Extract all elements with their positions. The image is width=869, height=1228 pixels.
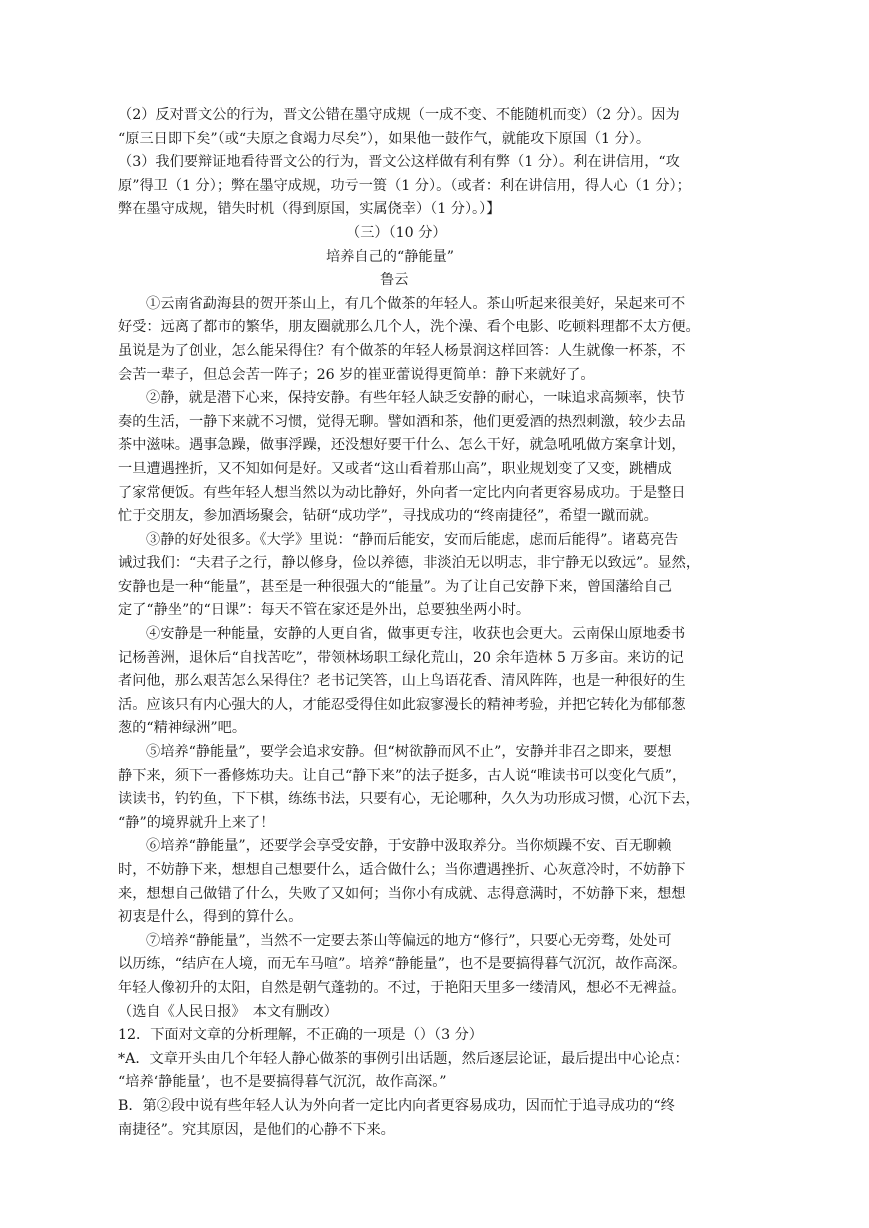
paragraph-line: 奏的生活，一静下来就不习惯，觉得无聊。譬如酒和茶，他们更爱酒的热烈刺激，较少去品: [118, 413, 686, 430]
paragraph-line: 定了“静坐”的“日课”：每天不管在家还是外出，总要独坐两小时。: [118, 602, 531, 619]
paragraph-line: 读读书，钓钓鱼，下下棋，练练书法，只要有心，无论哪种，久久为功形成习惯，心沉下去，: [118, 791, 700, 808]
paragraph-line: 忙于交朋友，参加酒场聚会，钻研“成功学”，寻找成功的“终南捷径”，希望一蹴而就。: [118, 508, 658, 525]
paragraph-line: 来，想想自己做错了什么，失败了又如何；当你小有成就、志得意满时，不妨静下来，想想: [118, 885, 686, 902]
paragraph-line: 以历练，“结庐在人境，而无车马喧”。培养“静能量”，也不是要搞得暮气沉沉，故作高深。: [118, 956, 687, 973]
paragraph-line: 诫过我们：“夫君子之行，静以修身，俭以养德，非淡泊无以明志，非宁静无以致远”。显然，: [118, 555, 701, 572]
paragraph-line: ③静的好处很多。《大学》里说：“静而后能安，安而后能虑，虑而后能得”。诸葛亮告: [146, 531, 679, 548]
paragraph-line: 了家常便饭。有些年轻人想当然以为动比静好，外向者一定比内向者更容易成功。于是整日: [118, 484, 686, 501]
paragraph-line: ⑦培养“静能量”，当然不一定要去茶山等偏远的地方“修行”，只要心无旁骛，处处可: [146, 932, 672, 949]
option-b-continued: 南捷径”。究其原因，是他们的心静不下来。: [118, 1121, 395, 1138]
paragraph-line: ①云南省勐海县的贺开茶山上，有几个做茶的年轻人。茶山听起来很美好，呆起来可不: [146, 295, 686, 312]
paragraph-line: 时，不妨静下来，想想自己想要什么，适合做什么；当你遭遇挫折、心灰意冷时，不妨静下: [118, 862, 686, 878]
answer-line: （2）反对晋文公的行为，晋文公错在墨守成规（一成不变、不能随机而变）（2 分）。因为: [118, 107, 680, 123]
answer-line: 弊在墨守成规，错失时机（得到原国，实属侥幸）（1 分）。）】: [118, 201, 501, 218]
paragraph-line: 者问他，那么艰苦怎么呆得住？老书记笑答，山上鸟语花香、清风阵阵，也是一种很好的生: [118, 673, 686, 690]
article-author: 鲁云: [380, 272, 409, 289]
paragraph-line: ⑥培养“静能量”，还要学会享受安静，于安静中汲取养分。当你烦躁不安、百无聊赖: [146, 838, 672, 855]
option-b: B．第②段中说有些年轻人认为外向者一定比内向者更容易成功，因而忙于追寻成功的“终: [118, 1097, 675, 1114]
answer-line: （3）我们要辩证地看待晋文公的行为，晋文公这样做有利有弊（1 分）。利在讲信用，“攻: [118, 154, 680, 171]
source-note: （选自《人民日报》 本文有删改）: [118, 1003, 338, 1020]
answer-line: “原三日即下矣”（或“夫原之食竭力尽矣”），如果他一鼓作气，就能攻下原国（1 分）。: [118, 130, 651, 147]
document-page: [118, 104, 758, 1142]
paragraph-line: 一旦遭遇挫折，又不知如何是好。又或者“这山看着那山高”，职业规划变了又变，跳槽成: [118, 460, 672, 477]
option-a: *A．文章开头由几个年轻人静心做茶的事例引出话题，然后逐层论证，最后提出中心论点：: [118, 1050, 689, 1067]
paragraph-line: “静”的境界就升上来了！: [118, 814, 275, 831]
question-stem: 12．下面对文章的分析理解，不正确的一项是（）（3 分）: [118, 1027, 483, 1044]
paragraph-line: 葱的“精神绿洲”吧。: [118, 720, 247, 737]
option-a-continued: “培养‘静能量’，也不是要搞得暮气沉沉，故作高深。”: [118, 1074, 447, 1091]
paragraph-line: ⑤培养“静能量”，要学会追求安静。但“树欲静而风不止”，安静并非召之即来，要想: [146, 744, 672, 761]
paragraph-line: 茶中滋味。遇事急躁，做事浮躁，还没想好要干什么、怎么干好，就急吼吼做方案拿计划，: [118, 437, 686, 454]
section-heading: （三）（10 分）: [346, 224, 447, 241]
paragraph-line: 静下来，须下一番修炼功夫。让自己“静下来”的法子挺多，古人说“唯读书可以变化气质”，: [118, 767, 687, 784]
paragraph-line: 活。应该只有内心强大的人，才能忍受得住如此寂寥漫长的精神考验，并把它转化为郁郁葱: [118, 696, 686, 713]
paragraph-line: 安静也是一种“能量”，甚至是一种很强大的“能量”。为了让自己安静下来，曾国藩给自己: [118, 578, 672, 595]
paragraph-line: 好受：远离了都市的繁华，朋友圈就那么几个人，洗个澡、看个电影、吃顿料理都不太方便。: [118, 319, 700, 336]
answer-line: 原”得卫（1 分）；弊在墨守成规，功亏一篑（1 分）。（或者：利在讲信用，得人心（1 分）；: [118, 177, 691, 194]
paragraph-line: ④安静是一种能量，安静的人更自省，做事更专注，收获也会更大。云南保山原地委书: [146, 626, 686, 643]
paragraph-line: ②静，就是潜下心来，保持安静。有些年轻人缺乏安静的耐心，一味追求高频率，快节: [146, 390, 686, 407]
paragraph-line: 虽说是为了创业，怎么能呆得住？有个做茶的年轻人杨景润这样回答：人生就像一杯茶，不: [118, 342, 686, 359]
article-title: 培养自己的“静能量”: [326, 248, 455, 265]
paragraph-line: 会苦一辈子，但总会苦一阵子；26 岁的崔亚蕾说得更简单：静下来就好了。: [118, 366, 595, 383]
paragraph-line: 记杨善洲，退休后“自找苦吃”，带领林场职工绿化荒山，20 余年造林 5 万多亩。来访的记: [118, 649, 684, 666]
paragraph-line: 初衷是什么，得到的算什么。: [118, 909, 303, 926]
paragraph-line: 年轻人像初升的太阳，自然是朝气蓬勃的。不过，于艳阳天里多一缕清风，想必不无裨益。: [118, 979, 686, 996]
